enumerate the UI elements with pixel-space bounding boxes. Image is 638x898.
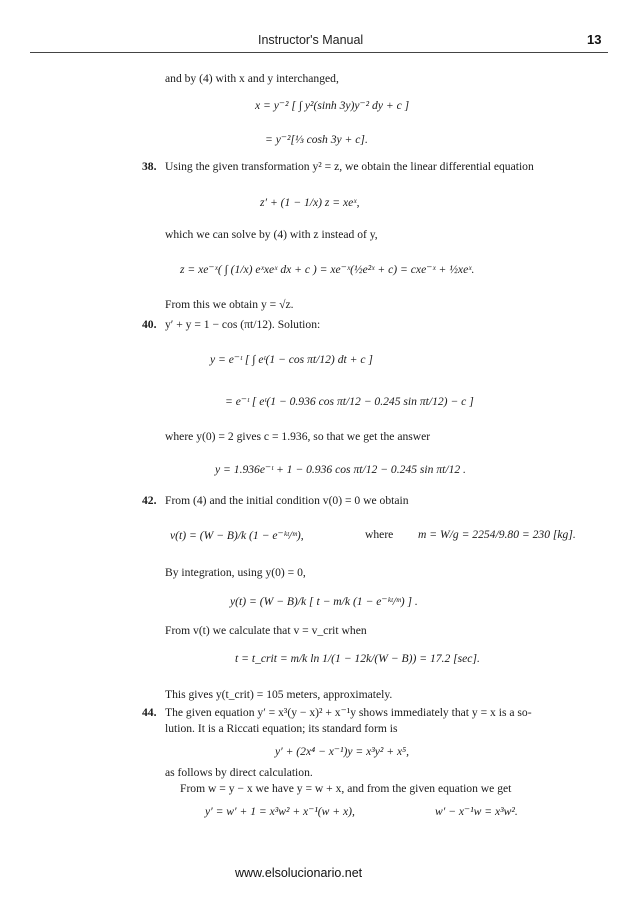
text-line: where y(0) = 2 gives c = 1.936, so that we get the answer bbox=[165, 430, 431, 443]
text-line: where bbox=[365, 528, 394, 541]
problem-number: 44. bbox=[142, 706, 157, 719]
equation: v(t) = (W − B)/k (1 − e⁻ᵏᵗ/ᵐ), bbox=[170, 529, 304, 542]
text-line: as follows by direct calculation. bbox=[165, 766, 313, 779]
problem-number: 40. bbox=[142, 318, 157, 331]
problem-number: 38. bbox=[142, 160, 157, 173]
text-line: and by (4) with x and y interchanged, bbox=[165, 72, 339, 85]
equation: y = e⁻ᵗ [ ∫ eᵗ(1 − cos πt/12) dt + c ] bbox=[210, 353, 373, 366]
page-number: 13 bbox=[587, 32, 602, 47]
text-line: From w = y − x we have y = w + x, and from the given equation we get bbox=[180, 782, 512, 795]
text-line: By integration, using y(0) = 0, bbox=[165, 566, 306, 579]
equation: y = 1.936e⁻ᵗ + 1 − 0.936 cos πt/12 − 0.245 sin πt/12 . bbox=[215, 463, 466, 476]
footer-url[interactable]: www.elsolucionario.net bbox=[235, 866, 363, 880]
running-header-title: Instructor's Manual bbox=[258, 33, 364, 47]
text-line: From v(t) we calculate that v = v_crit when bbox=[165, 624, 367, 637]
equation: = y⁻²[⅓ cosh 3y + c]. bbox=[265, 133, 368, 146]
text-line: From (4) and the initial condition v(0) = 0 we obtain bbox=[165, 494, 409, 507]
equation: w′ − x⁻¹w = x³w². bbox=[435, 805, 518, 818]
equation: z = xe⁻ˣ( ∫ (1/x) eˣxeˣ dx + c ) = xe⁻ˣ(½e²ˣ + c) = cxe⁻ˣ + ½xeˣ. bbox=[180, 263, 475, 276]
equation: y′ = w′ + 1 = x³w² + x⁻¹(w + x), bbox=[205, 805, 355, 818]
equation: y(t) = (W − B)/k [ t − m/k (1 − e⁻ᵏᵗ/ᵐ) ] . bbox=[230, 595, 418, 608]
text-line: y′ + y = 1 − cos (πt/12). Solution: bbox=[165, 318, 321, 331]
text-line: This gives y(t_crit) = 105 meters, approximately. bbox=[165, 688, 393, 701]
equation: x = y⁻² [ ∫ y²(sinh 3y)y⁻² dy + c ] bbox=[255, 99, 410, 112]
equation: = e⁻ᵗ [ eᵗ(1 − 0.936 cos πt/12 − 0.245 sin πt/12) − c ] bbox=[225, 395, 474, 408]
text-line: lution. It is a Riccati equation; its standard form is bbox=[165, 722, 398, 735]
equation: t = t_crit = m/k ln 1/(1 − 12k/(W − B)) = 17.2 [sec]. bbox=[235, 652, 480, 665]
equation: y′ + (2x⁴ − x⁻¹)y = x³y² + x⁵, bbox=[275, 745, 410, 758]
problem-number: 42. bbox=[142, 494, 157, 507]
text-line: From this we obtain y = √z. bbox=[165, 298, 294, 311]
equation: m = W/g = 2254/9.80 = 230 [kg]. bbox=[418, 528, 576, 541]
text-line: The given equation y′ = x³(y − x)² + x⁻¹y shows immediately that y = x is a so- bbox=[165, 706, 532, 719]
text-line: Using the given transformation y² = z, we obtain the linear differential equation bbox=[165, 160, 534, 173]
equation: z′ + (1 − 1/x) z = xeˣ, bbox=[260, 196, 360, 209]
text-line: which we can solve by (4) with z instead of y, bbox=[165, 228, 378, 241]
header-rule bbox=[30, 52, 608, 53]
